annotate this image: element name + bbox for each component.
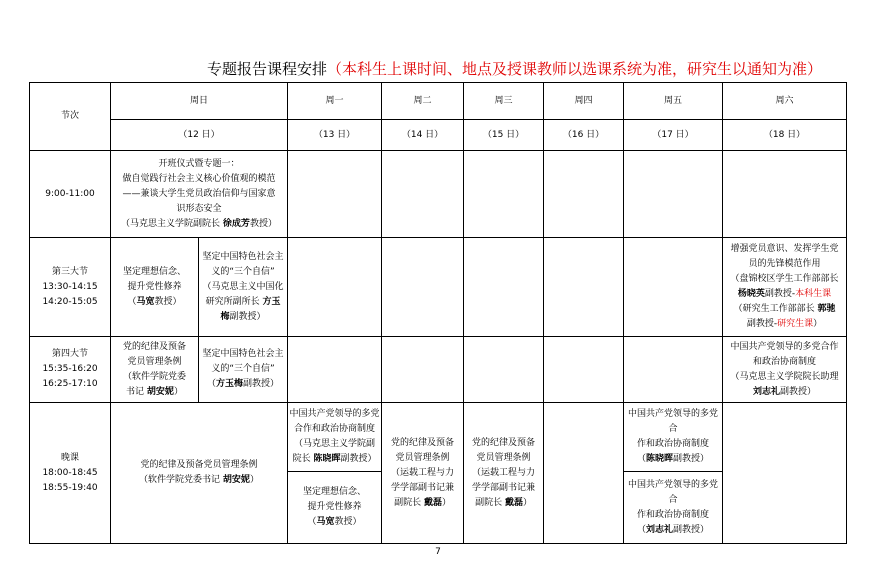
cell-text: 副教授） [780,386,817,397]
cell-sat-fourth [723,337,847,403]
cell-line: （软件学院党委 [122,371,186,382]
cell-sun-evening [111,403,288,544]
cell-text: 副教授- [746,319,778,329]
cell-text: （研究生工作部部长 [733,304,818,314]
cell-text: （ [636,454,646,464]
empty-cell [544,151,624,238]
cell-text: 教授） [249,218,277,229]
cell-line: （马克思主义学院副 [294,439,376,449]
empty-cell [288,337,382,403]
cell-text: 副院长 [475,497,505,508]
cell-line: 党的纪律及预备 [391,437,455,448]
header-day-sun: 周日 [111,83,288,120]
cell-line: （马克思主义学院院长助理 [730,371,839,382]
empty-cell [723,151,847,238]
cell-text: 副教授） [243,379,280,389]
slot-evening-t1: 18:00-18:45 [42,467,98,478]
empty-cell [382,337,464,403]
cell-text: 研究所副所长 [205,296,263,307]
slot-evening-name: 晚课 [60,452,79,463]
cell-line: 合作和政治协商制度 [294,424,376,434]
cell-text: ） [522,497,532,508]
cell-line: 党的纪律及预备 [122,341,186,352]
cell-line: （运载工程与力 [391,467,455,478]
cell-line: ——兼谈大学生党员政治信仰与国家意 [122,188,276,199]
teacher-name: 刘志礼 [753,386,781,397]
teacher-name: 戴磊 [423,497,442,508]
header-date-wed: （15 日） [464,120,544,151]
empty-cell [624,337,723,403]
cell-text: ） [249,475,259,485]
cell-line [288,515,381,530]
cell-line [624,452,722,467]
cell-line: 学学部副书记兼 [391,482,455,493]
cell-wed-evening [464,403,544,544]
cell-line: 学学部副书记兼 [472,482,536,493]
cell-text: 教授） [154,296,182,307]
cell-line [624,523,722,538]
cell-line [111,295,198,310]
course-tag: 本科生课 [795,289,832,299]
cell-line: 党员管理条例 [395,452,450,463]
cell-fri-evening-b [624,472,723,544]
title-note: （本科生上课时间、地点及授课教师以选课系统为准，研究生以通知为准） [327,60,823,78]
teacher-name: 胡安妮 [222,475,250,485]
cell-line [723,302,846,317]
cell-line: 提升党性修养 [307,502,362,512]
slot-third-name: 第三大节 [51,266,88,277]
header-day-thu: 周四 [544,83,624,120]
cell-sun-third-b [199,238,288,337]
course-tag: 研究生课 [777,319,814,329]
cell-text: 副教授） [673,454,710,464]
cell-line [199,310,287,325]
empty-cell [544,238,624,337]
row-third [30,238,847,337]
teacher-name: 徐成芳 [222,218,250,229]
empty-cell [723,403,847,544]
teacher-name: 方玉 [262,296,281,307]
cell-line [199,295,287,310]
cell-line: 坚定理想信念、 [303,487,367,497]
cell-text: （软件学院党委书记 [139,475,223,485]
cell-text: ） [813,319,823,329]
cell-sun-fourth-a [111,337,199,403]
cell-line: 做自觉践行社会主义核心价值观的模范 [122,173,276,184]
header-date-sat: （18 日） [723,120,847,151]
header-date-tue: （14 日） [382,120,464,151]
schedule-title [207,58,822,79]
slot-fourth-name: 第四大节 [51,349,88,359]
cell-text: （ [127,296,137,307]
header-period: 节次 [30,83,111,151]
row-morning [30,151,847,238]
cell-text: （ [636,524,646,535]
cell-line: 义的“三个自信” [211,266,275,277]
slot-fourth [30,337,111,403]
cell-line: 识形态安全 [176,203,222,214]
empty-cell [544,403,624,544]
teacher-name: 方玉梅 [216,379,244,389]
teacher-name: 马宽 [316,517,335,527]
cell-line: 党的纪律及预备 [472,437,536,448]
page-number: 7 [435,547,441,557]
cell-line: 党员管理条例 [476,452,531,463]
cell-line [464,496,543,511]
cell-line: （马克思主义中国化 [202,281,284,292]
cell-line: 员的先锋模范作用 [748,259,821,269]
cell-text: 院长 [292,454,314,464]
cell-line: 中国共产党领导的多党合作 [730,341,839,352]
cell-sun-morning [111,151,288,238]
cell-line [199,377,287,392]
teacher-name: 陈晓晖 [313,454,341,464]
cell-line [723,317,846,332]
cell-text: （ [307,517,317,527]
cell-text: 副院长 [394,497,424,508]
teacher-name: 刘志礼 [646,524,674,535]
cell-line [111,217,287,232]
slot-third-t1: 13:30-14:15 [42,281,98,292]
teacher-name: 郭驰 [817,304,836,314]
header-day-mon: 周一 [288,83,382,120]
slot-third [30,238,111,337]
teacher-name: 胡安妮 [146,386,174,397]
cell-line: 提升党性修养 [127,281,182,292]
cell-line: 坚定理想信念、 [122,266,186,277]
header-date-sun: （12 日） [111,120,288,151]
cell-sun-third-a [111,238,199,337]
cell-sun-fourth-b [199,337,288,403]
empty-cell [624,238,723,337]
cell-line [111,385,198,400]
title-main: 专题报告课程安排 [207,60,328,78]
teacher-name: 陈晓晖 [646,454,674,464]
cell-line [382,496,463,511]
slot-evening [30,403,111,544]
cell-text: 副教授- [764,289,796,299]
slot-morning [30,151,111,238]
cell-line: 中国共产党领导的多党 [289,409,380,419]
header-day-tue: 周二 [382,83,464,120]
cell-mon-evening-a [288,403,382,472]
cell-text: 副教授） [340,454,377,464]
teacher-name: 梅 [220,311,230,322]
cell-line: 中国共产党领导的多党合 [628,409,719,434]
empty-cell [288,151,382,238]
cell-line: 坚定中国特色社会主 [202,251,284,262]
cell-fri-evening-a [624,403,723,472]
teacher-name: 杨晓英 [737,289,765,299]
header-day-wed: 周三 [464,83,544,120]
teacher-name: 马宽 [136,296,155,307]
cell-line [288,452,381,467]
cell-line [723,287,846,302]
cell-line: （盘锦校区学生工作部部长 [730,274,839,284]
slot-morning-time: 9:00-11:00 [45,188,95,199]
empty-cell [624,151,723,238]
cell-line: 增强党员意识、发挥学生党 [730,244,839,254]
cell-line: （运载工程与力 [472,467,536,478]
cell-line: 作和政治协商制度 [637,439,710,449]
empty-cell [464,151,544,238]
empty-cell [544,337,624,403]
empty-cell [382,238,464,337]
cell-text: 副教授） [673,524,710,535]
header-date-thu: （16 日） [544,120,624,151]
slot-third-t2: 14:20-15:05 [42,296,98,307]
header-row-dates [30,120,847,151]
cell-line: 开班仪式暨专题一： [158,158,240,169]
cell-text: ） [173,386,183,397]
cell-mon-evening-b [288,472,382,544]
cell-text: （马克思主义学院副院长 [121,218,223,229]
row-fourth [30,337,847,403]
teacher-name: 戴磊 [504,497,523,508]
header-row-days [30,83,847,120]
cell-line [723,385,846,400]
empty-cell [464,238,544,337]
cell-line: 党员管理条例 [127,356,182,367]
cell-line: 作和政治协商制度 [637,509,710,520]
empty-cell [288,238,382,337]
schedule-table [29,82,847,544]
slot-evening-t2: 18:55-19:40 [42,482,98,493]
row-evening-top [30,403,847,472]
cell-line: 和政治协商制度 [753,356,817,367]
cell-text: 教授） [334,517,362,527]
cell-text: ） [441,497,451,508]
cell-text: 书记 [126,386,147,397]
slot-fourth-t1: 15:35-16:20 [42,364,98,374]
header-date-mon: （13 日） [288,120,382,151]
header-day-sat: 周六 [723,83,847,120]
cell-text: （ [206,379,216,389]
slot-fourth-t2: 16:25-17:10 [42,379,98,389]
cell-line: 义的“三个自信” [211,364,275,374]
cell-line: 党的纪律及预备党员管理条例 [140,460,258,470]
empty-cell [382,151,464,238]
cell-tue-evening [382,403,464,544]
cell-text: 副教授） [229,311,266,322]
cell-sat-third [723,238,847,337]
cell-line [111,473,287,488]
cell-line: 中国共产党领导的多党合 [628,479,719,505]
empty-cell [464,337,544,403]
cell-line: 坚定中国特色社会主 [202,349,284,359]
header-date-fri: （17 日） [624,120,723,151]
header-day-fri: 周五 [624,83,723,120]
